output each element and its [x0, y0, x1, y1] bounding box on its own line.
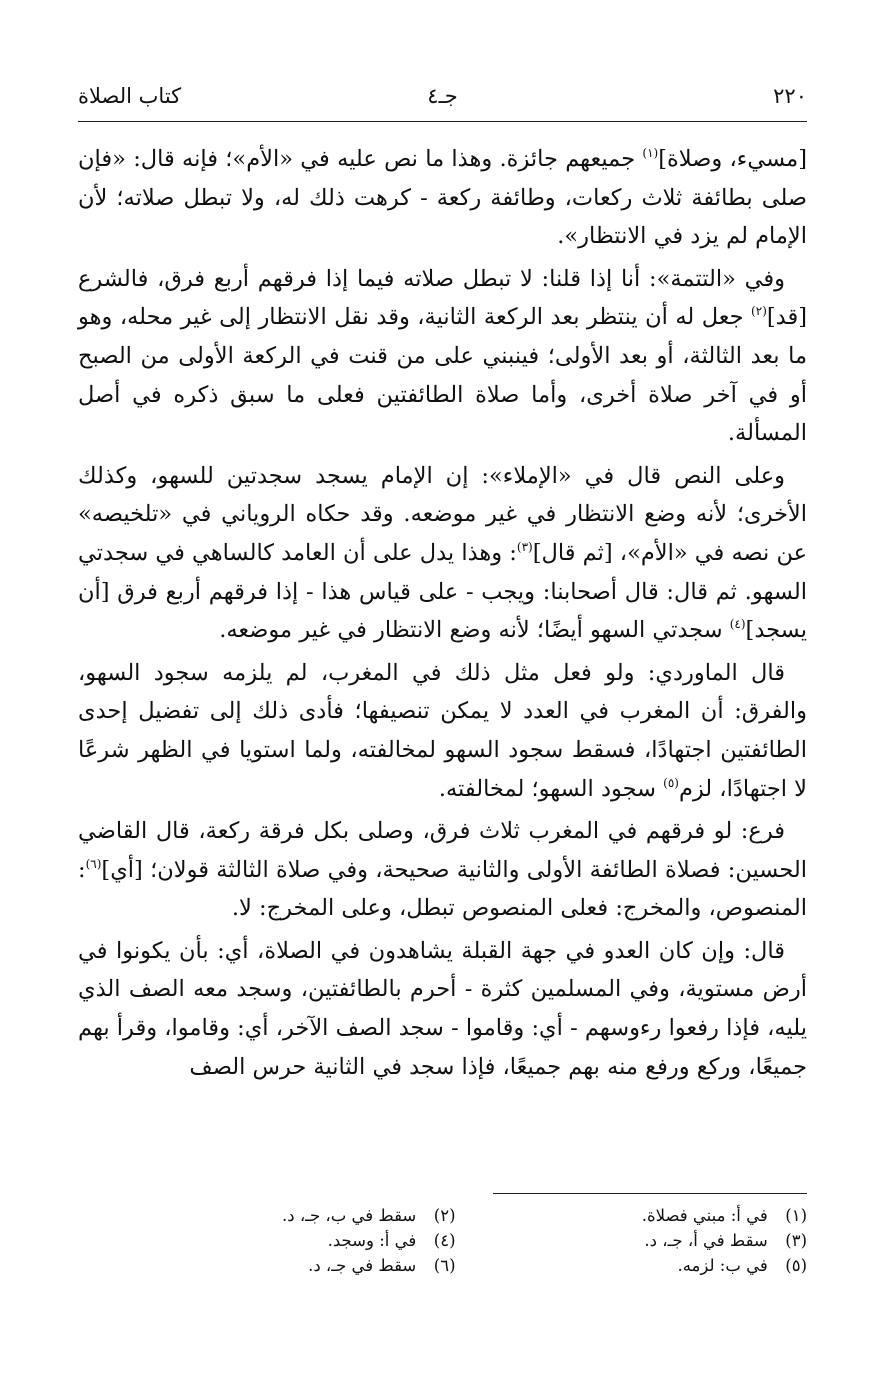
- main-text: [78, 140, 807, 1090]
- book-title: كتاب الصلاة: [78, 84, 182, 108]
- page-number: ٢٢٠: [773, 84, 807, 108]
- footnote: (٢) سقط في ب، جـ، د.: [281, 1206, 456, 1225]
- paragraph: [مسيء، وصلاة]$^{(١)}$ جميعهم جائزة. وهذا ما نص عليه في «الأم»؛ فإنه قال: «فإن صلى بطائفة ثلاث ركعات، وطائفة ركعة - كرهت ذلك له، ولا تبطل صلاته؛ لأن الإمام لم يزد في الانتظار».: [78, 146, 807, 250]
- header-rule: [78, 121, 807, 122]
- footnote-ref: (٣): [516, 539, 533, 554]
- paragraph: وعلى النص قال في «الإملاء»: إن الإمام يسجد سجدتين للسهو، وكذلك الأخرى؛ لأنه وضع الانتظار في غير موضعه. وقد حكاه الروياني في «تلخيصه» عن نصه في «الأم»، [ثم قال]$^{(٣)}$: وهذا يدل على أن العامد كالساهي في سجدتي السهو. ثم قال: قال أصحابنا: ويجب - على قياس هذا - إذا فرقهم أربع فرق [أن يسجد]$^{(٤)}$ سجدتي السهو أيضًا؛ لأنه وضع الانتظار في غير موضعه.: [78, 462, 808, 644]
- paragraph: فرع: لو فرقهم في المغرب ثلاث فرق، وصلى بكل فرقة ركعة، قال القاضي الحسين: فصلاة الطائفة الأولى والثانية صحيحة، وفي صلاة الثالثة قولان؛ [أي]$^{(٦)}$: المنصوص، والمخرج: فعلى المنصوص تبطل، وعلى المخرج: لا.: [78, 818, 807, 922]
- footnote-ref: (٥): [663, 775, 679, 790]
- footnote: (٣) سقط في أ، جـ، د.: [644, 1231, 807, 1250]
- paragraph: قال: وإن كان العدو في جهة القبلة يشاهدون في الصلاة، أي: بأن يكونوا في أرض مستوية، وفي المسلمين كثرة - أحرم بالطائفتين، وسجد معه الصف الذي يليه، فإذا رفعوا رءوسهم - أي: وقاموا - سجد الصف الآخر، أي: وقاموا، وقرأ بهم جميعًا، وركع ورفع منه بهم جميعًا، فإذا سجد في الثانية حرس الصف: [78, 937, 807, 1080]
- footnote-ref: (١): [642, 146, 659, 160]
- page-header: [78, 82, 807, 118]
- footnotes: [140, 1203, 807, 1278]
- footnote-ref: (٤): [729, 617, 746, 632]
- footnote: (١) في أ: مبني فصلاة.: [641, 1206, 807, 1225]
- paragraph: وفي «التتمة»: أنا إذا قلنا: لا تبطل صلاته فيما إذا فرقهم أربع فرق، فالشرع [قد]$^{(٢)}$ جعل له أن ينتظر بعد الركعة الثانية، وقد نقل الانتظار إلى غير محله، وهو ما بعد الثالثة، أو بعد الأولى؛ فينبني على من قنت في الركعة الأولى من الصبح أو في آخر صلاة أخرى، وأما صلاة الطائفتين فعلى ما سبق ذكره في أصل المسألة.: [78, 265, 807, 447]
- footnote-ref: (٢): [751, 304, 767, 319]
- footnote-ref: (٦): [85, 856, 102, 871]
- footnote: (٥) في ب: لزمه.: [677, 1256, 807, 1275]
- paragraph: قال الماوردي: ولو فعل مثل ذلك في المغرب، لم يلزمه سجود السهو، والفرق: أن المغرب في العدد لا يمكن تنصيفها؛ فأدى ذلك إلى تفضيل إحدى الطائفتين اجتهادًا، فسقط سجود السهو لمخالفته، ولما استويا في الظهر شرعًا لا اجتهادًا، لزم$^{(٥)}$ سجود السهو؛ لمخالفته.: [78, 659, 807, 802]
- volume-label: جـ٤: [427, 84, 458, 108]
- footnote: (٤) في أ: وسجد.: [327, 1231, 456, 1250]
- footnote: (٦) سقط في جـ، د.: [308, 1256, 456, 1275]
- footnote-rule: [493, 1193, 807, 1194]
